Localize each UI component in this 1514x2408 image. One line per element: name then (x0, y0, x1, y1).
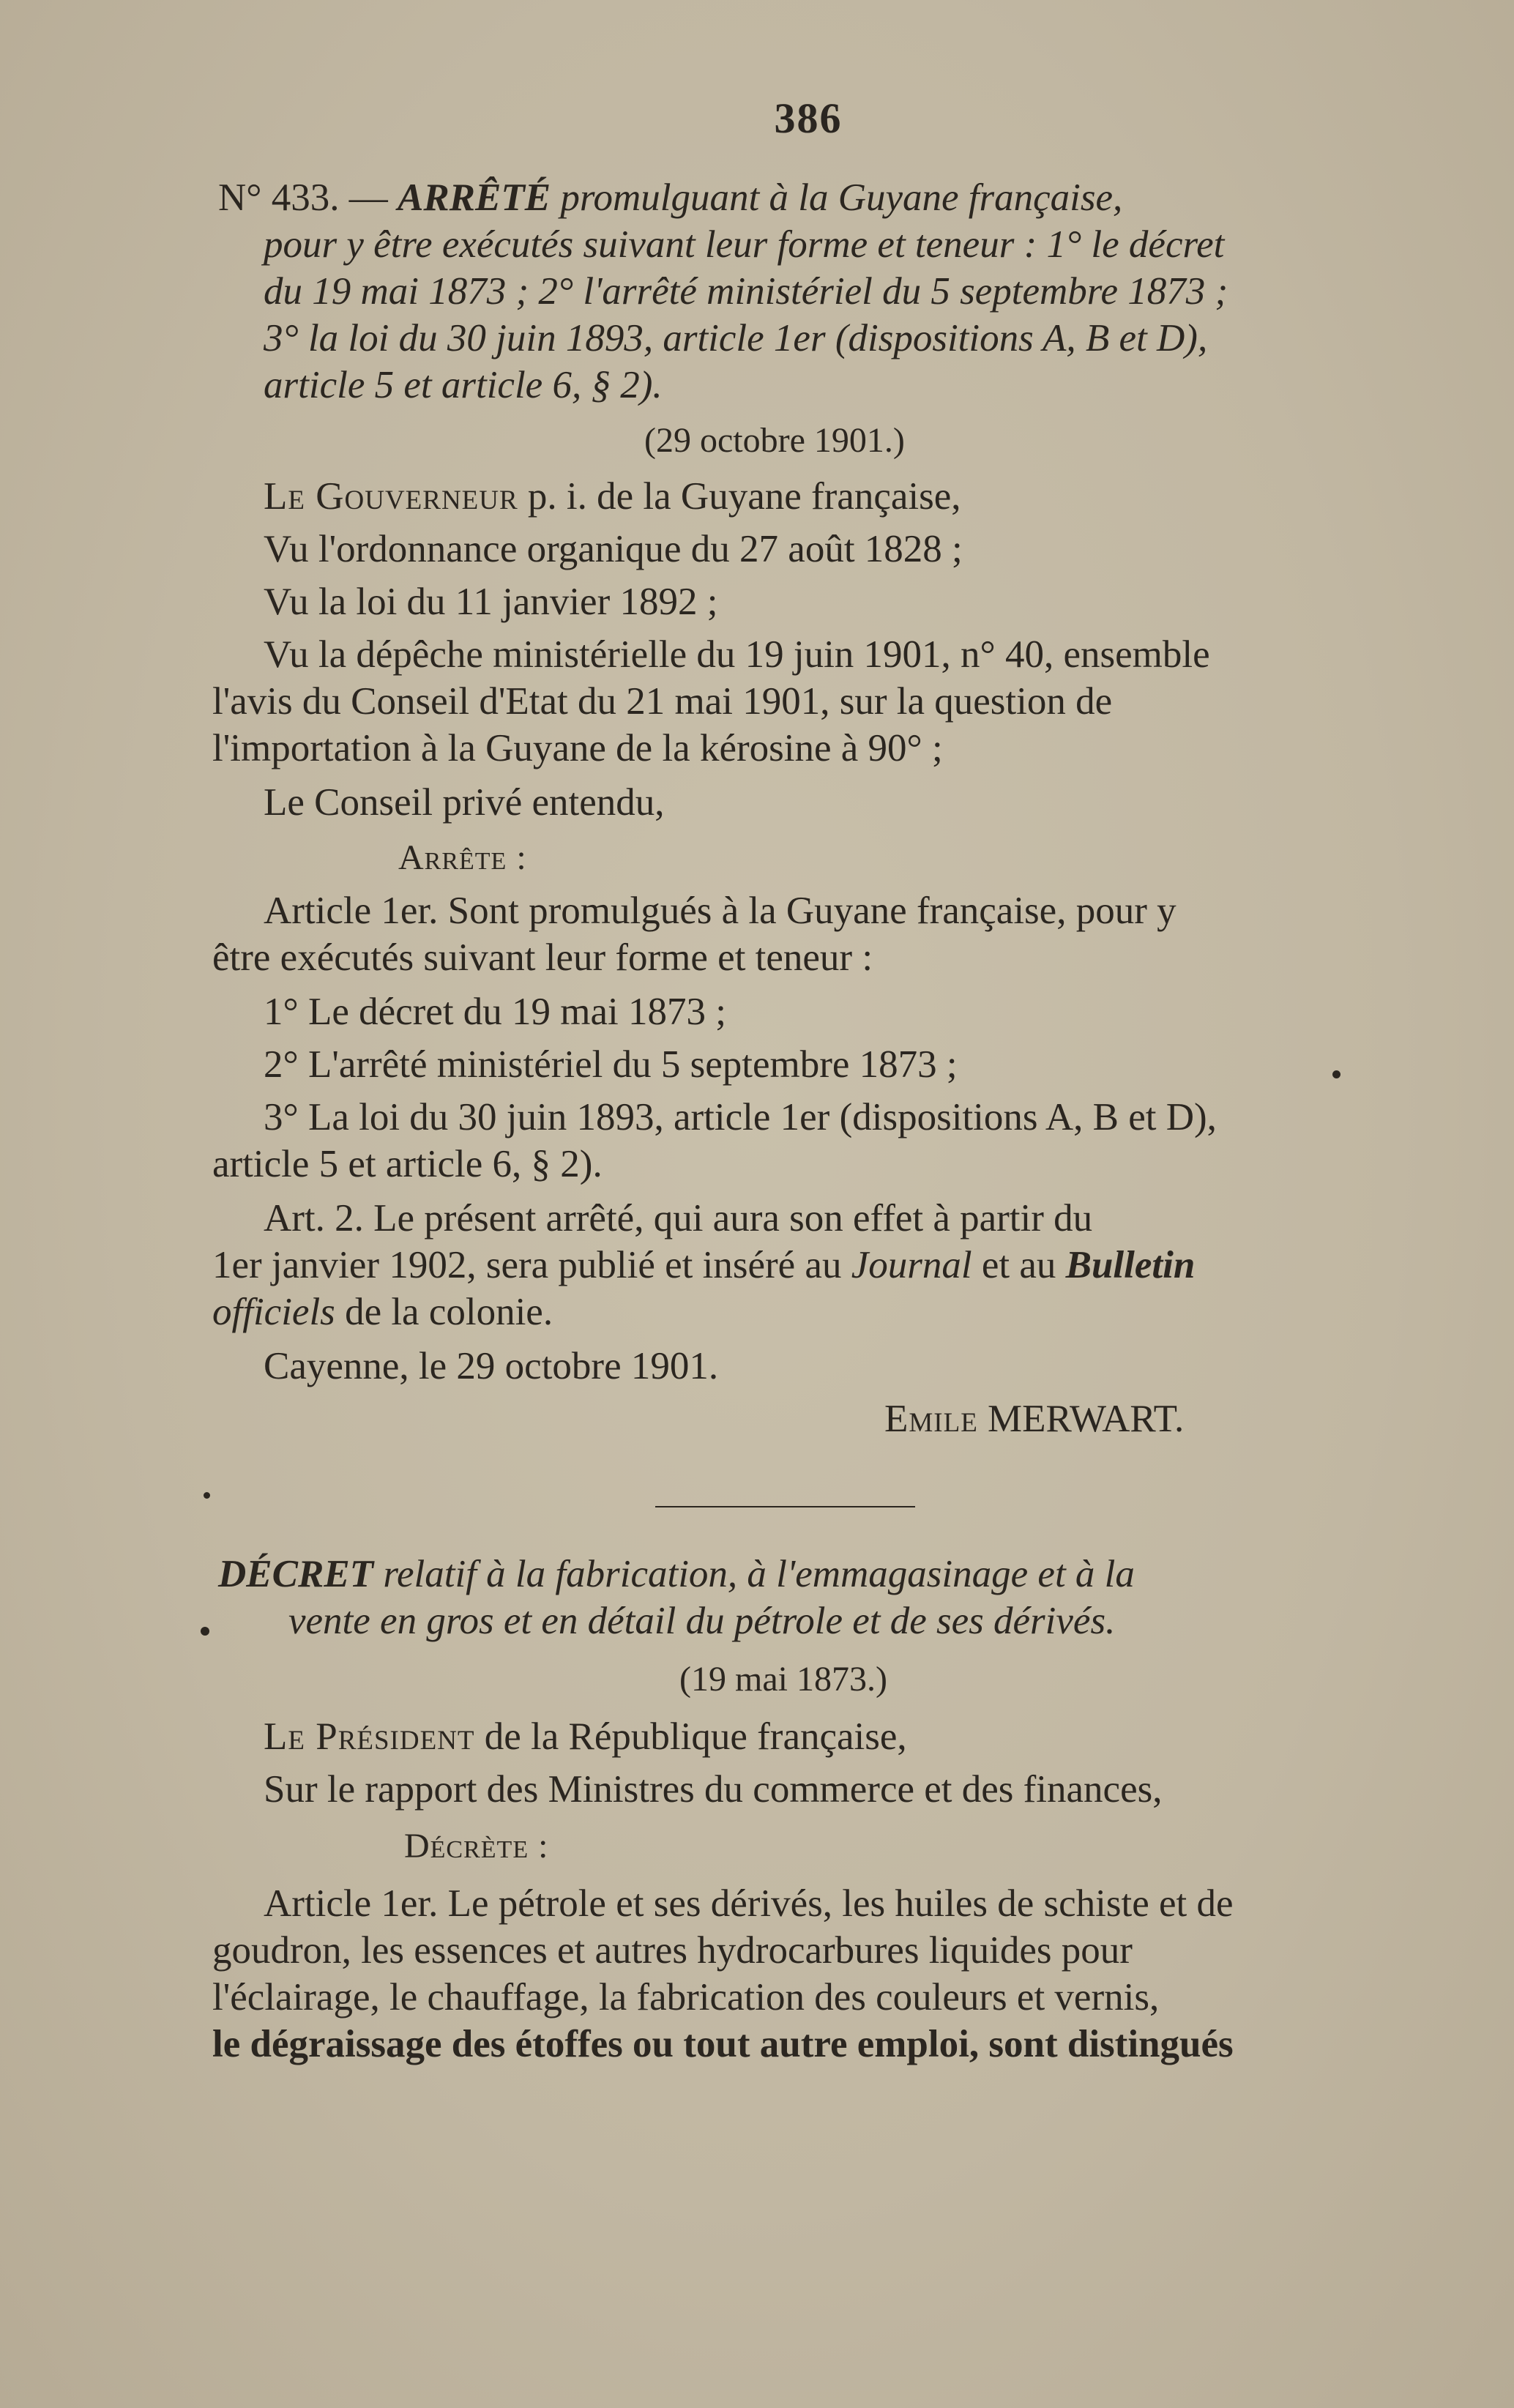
section-divider (655, 1506, 915, 1507)
president-title: Le Président (264, 1715, 475, 1758)
ink-speck (201, 1627, 209, 1636)
page-number: 386 (774, 94, 843, 142)
decret-title-rest: relatif à la fabrication, à l'emmagasinage et à la (383, 1553, 1135, 1595)
decret-title (218, 1551, 1398, 1598)
ink-speck (204, 1492, 210, 1499)
arrete-title-rest: promulguant à la Guyane française, (560, 176, 1123, 219)
arrete-article-2-line-3 (212, 1289, 1398, 1335)
decret-article-1-line-3: l'éclairage, le chauffage, la fabrication des couleurs et vernis, (212, 1976, 1160, 2019)
arrete-number: N° 433. — (218, 176, 388, 219)
journal-officiel: Journal (851, 1244, 972, 1286)
authority-title: Le Gouverneur (264, 475, 518, 518)
item-loi-line-1: 3° La loi du 30 juin 1893, article 1er (dispositions A, B et D), (264, 1096, 1217, 1138)
arrete-heading: Arrête : (398, 838, 527, 877)
vu-depeche-line-1: Vu la dépêche ministérielle du 19 juin 1901, n° 40, ensemble (264, 633, 1210, 676)
item-loi-line-2: article 5 et article 6, § 2). (212, 1143, 603, 1185)
arrete-date: (29 octobre 1901.) (644, 421, 905, 460)
art2-text-a: 1er janvier 1902, sera publié et inséré au (212, 1244, 842, 1286)
vu-ordonnance: Vu l'ordonnance organique du 27 août 1828 ; (264, 528, 963, 570)
decret-title-word: DÉCRET (218, 1553, 374, 1595)
arrete-title (218, 174, 1398, 221)
signature (884, 1395, 1397, 1442)
arrete-title-line-3: du 19 mai 1873 ; 2° l'arrêté ministériel du 5 septembre 1873 ; (264, 270, 1228, 313)
decret-article-1-line-2: goudron, les essences et autres hydrocarbures liquides pour (212, 1929, 1133, 1972)
signature-first-name: Emile (884, 1398, 978, 1440)
conseil-entendu: Le Conseil privé entendu, (264, 781, 665, 824)
decret-article-1-line-1: Article 1er. Le pétrole et ses dérivés, les huiles de schiste et de (264, 1882, 1234, 1925)
decrete-heading: Décrète : (404, 1827, 549, 1865)
arrete-authority (264, 473, 1398, 520)
sur-le-rapport: Sur le rapport des Ministres du commerce et des finances, (264, 1768, 1163, 1811)
arrete-article-1-line-1: Article 1er. Sont promulgués à la Guyane française, pour y (264, 890, 1176, 932)
vu-depeche-line-2: l'avis du Conseil d'Etat du 21 mai 1901, sur la question de (212, 680, 1113, 723)
arrete-title-line-5: article 5 et article 6, § 2). (264, 364, 663, 406)
art2-text-c: de la colonie. (345, 1291, 553, 1333)
decret-article-1-line-4: le dégraissage des étoffes ou tout autre emploi, sont distingués (212, 2023, 1234, 2065)
arrete-title-line-4: 3° la loi du 30 juin 1893, article 1er (dispositions A, B et D), (264, 317, 1208, 359)
arrete-title-line-2: pour y être exécutés suivant leur forme et teneur : 1° le décret (264, 223, 1225, 266)
bulletin-officiel: Bulletin (1065, 1244, 1196, 1286)
decret-date: (19 mai 1873.) (679, 1660, 887, 1699)
signature-surname: MERWART. (988, 1398, 1185, 1440)
item-arrete-ministeriel: 2° L'arrêté ministériel du 5 septembre 1873 ; (264, 1043, 958, 1086)
arrete-article-1-line-2: être exécutés suivant leur forme et teneur : (212, 936, 873, 979)
president-rest: de la République française, (484, 1715, 907, 1758)
officiels-word: officiels (212, 1291, 335, 1333)
arrete-article-2-line-2 (212, 1242, 1398, 1289)
decret-authority (264, 1713, 1398, 1760)
decret-title-line-2: vente en gros et en détail du pétrole et de ses dérivés. (288, 1600, 1116, 1642)
place-date: Cayenne, le 29 octobre 1901. (264, 1345, 719, 1387)
art2-text-b: et au (981, 1244, 1056, 1286)
authority-rest: p. i. de la Guyane française, (527, 475, 961, 518)
vu-loi: Vu la loi du 11 janvier 1892 ; (264, 581, 718, 623)
vu-depeche-line-3: l'importation à la Guyane de la kérosine à 90° ; (212, 727, 943, 769)
arrete-article-2-line-1: Art. 2. Le présent arrêté, qui aura son effet à partir du (264, 1197, 1093, 1240)
item-decret: 1° Le décret du 19 mai 1873 ; (264, 991, 726, 1033)
arrete-title-word: ARRÊTÉ (397, 176, 551, 219)
ink-speck (1332, 1070, 1340, 1078)
